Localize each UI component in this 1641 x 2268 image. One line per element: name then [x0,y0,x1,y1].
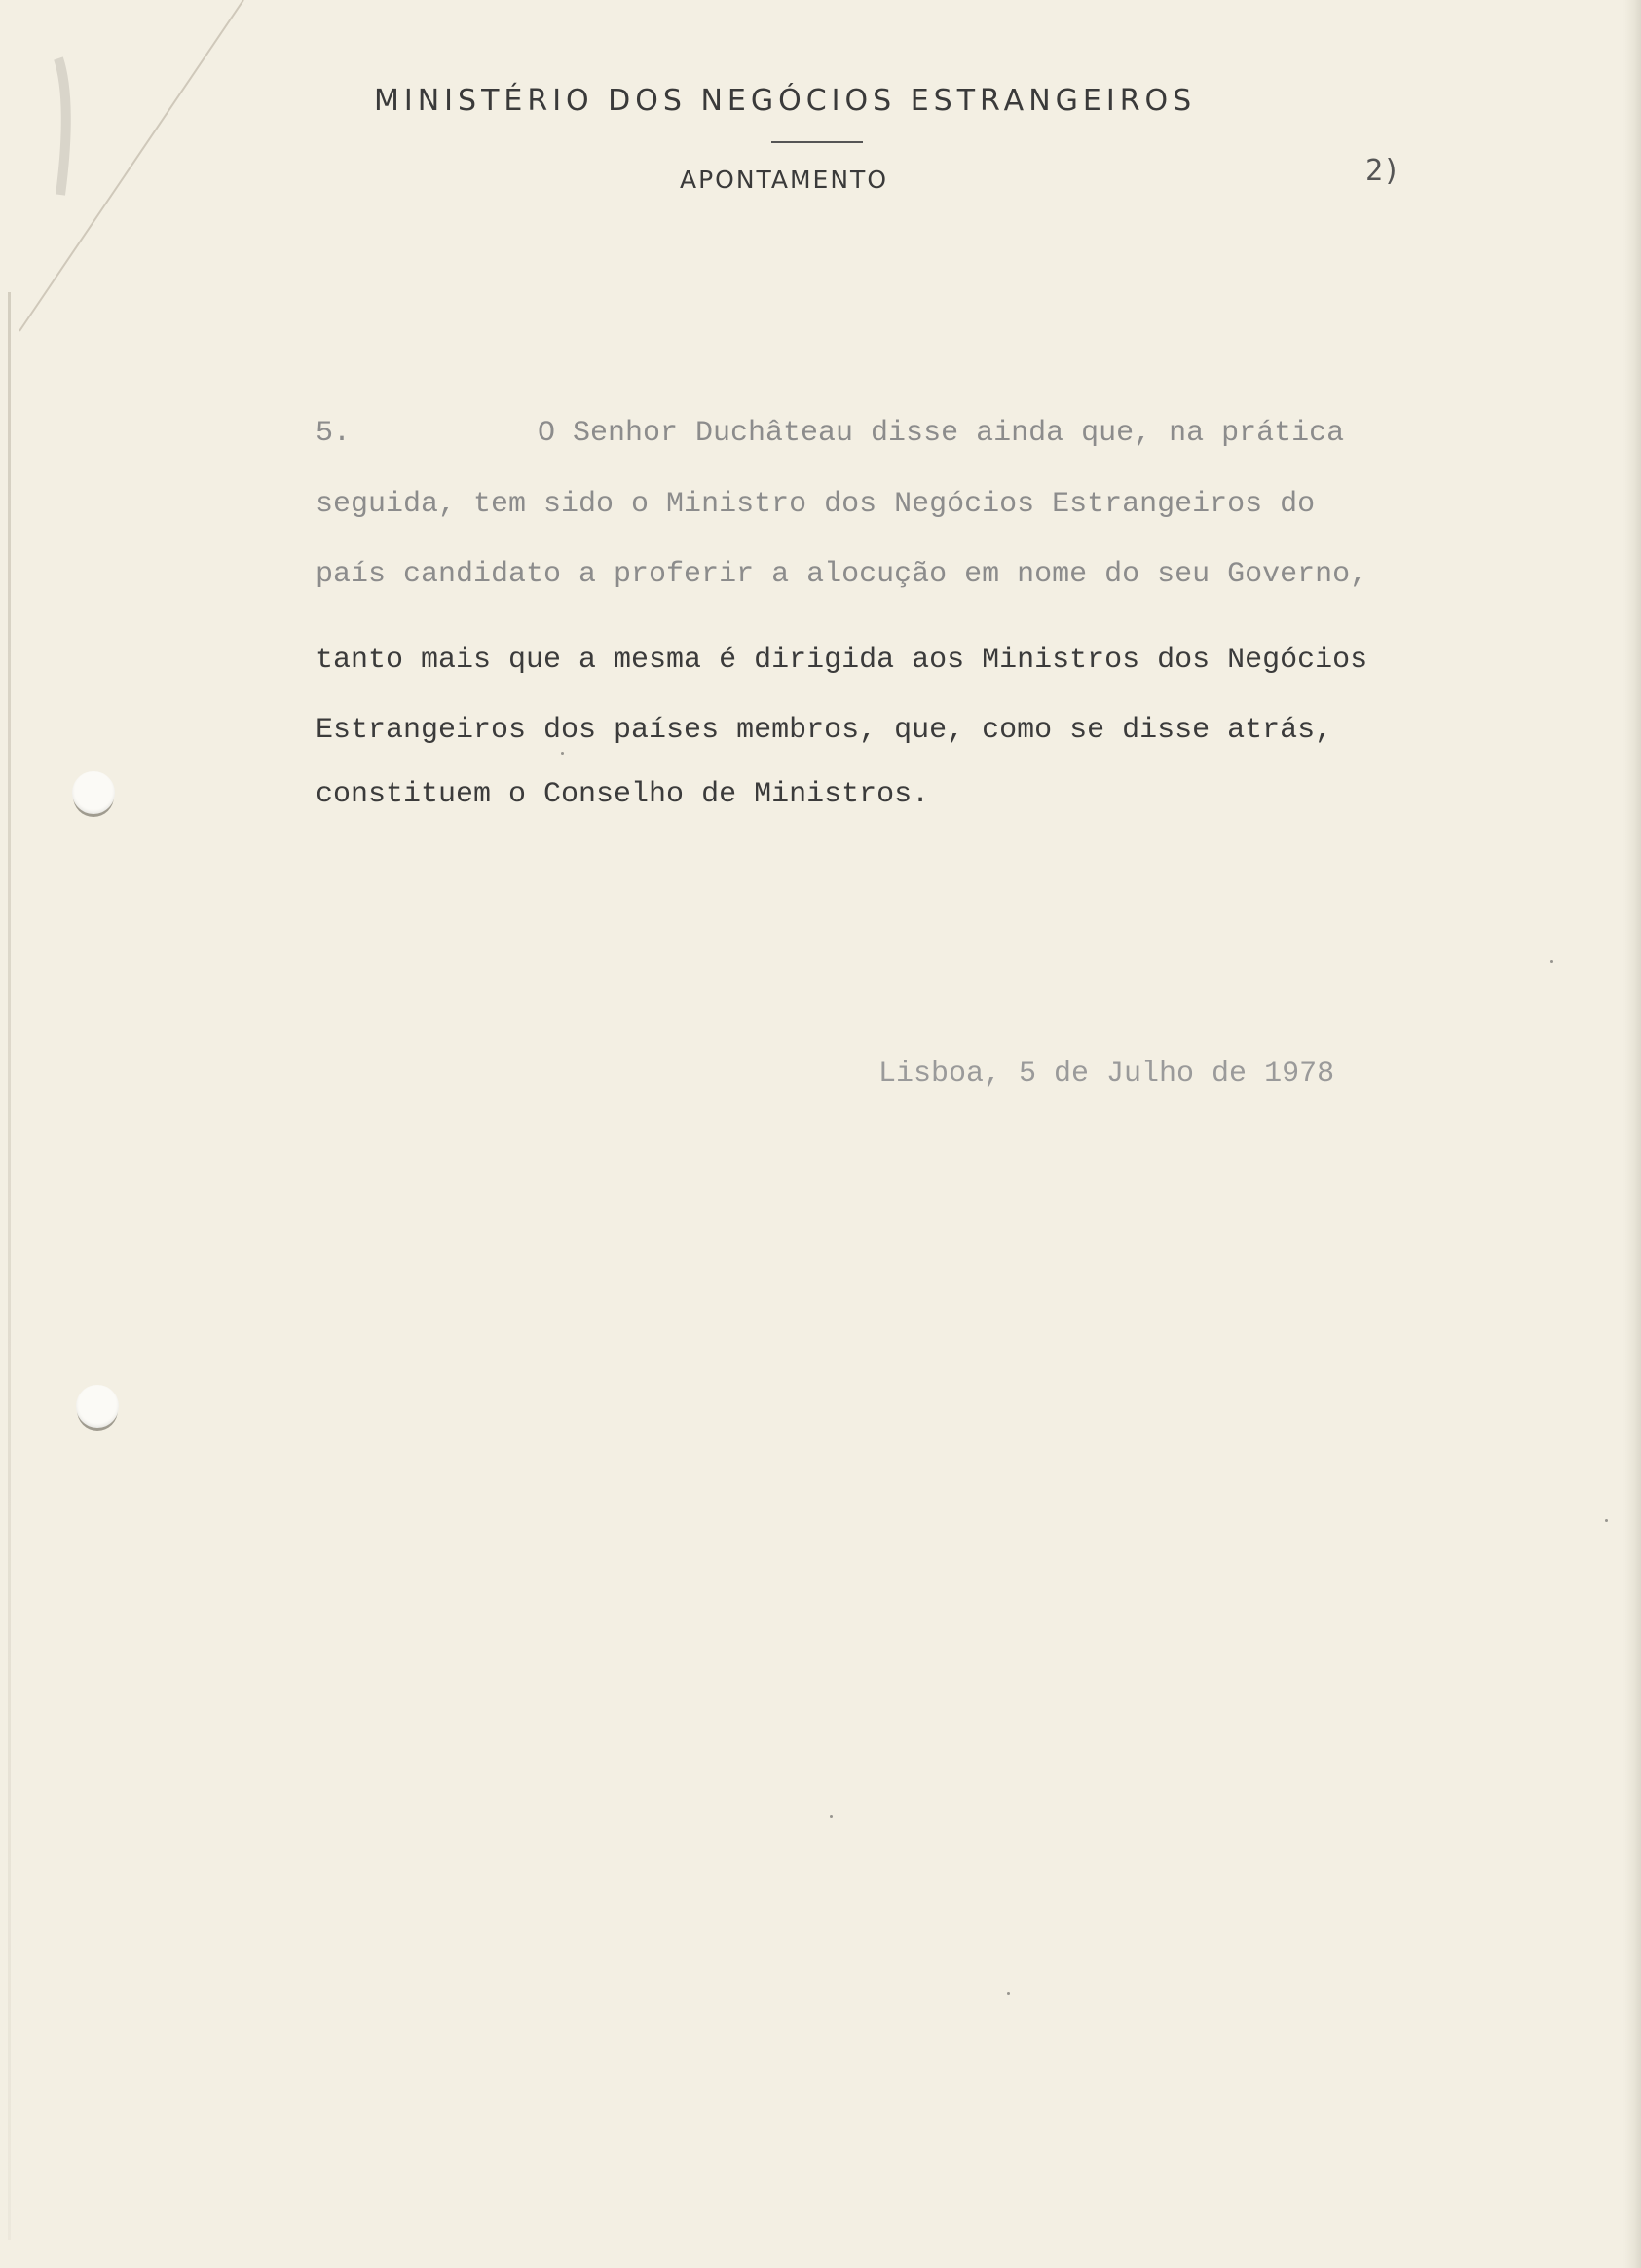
paper-speck [1550,960,1553,963]
place-date-line: Lisboa, 5 de Julho de 1978 [878,1058,1335,1091]
punch-hole [76,1385,119,1428]
punch-hole [72,771,115,814]
header-divider [771,141,863,143]
body-line: O Senhor Duchâteau disse ainda que, na prática [538,417,1345,450]
paper-speck [1605,1519,1608,1522]
body-line: seguida, tem sido o Ministro dos Negócios Estrangeiros do [316,488,1316,521]
page-number: 2) [1365,154,1401,188]
left-edge-shadow [8,292,11,2240]
paper-speck [1007,1992,1010,1995]
body-line: Estrangeiros dos países membros, que, como se disse atrás, [316,714,1333,747]
corner-crease [0,0,253,409]
ministry-heading: MINISTÉRIO DOS NEGÓCIOS ESTRANGEIROS [374,84,1197,118]
right-edge-shadow [1623,0,1641,2268]
body-line: país candidato a proferir a alocução em nome do seu Governo, [316,558,1368,591]
paper-speck [561,752,564,755]
body-line: tanto mais que a mesma é dirigida aos Ministros dos Negócios [316,644,1368,677]
document-type-heading: APONTAMENTO [680,166,889,194]
paragraph-number: 5. [316,417,352,450]
body-line: constituem o Conselho de Ministros. [316,778,930,811]
paper-speck [830,1815,833,1818]
